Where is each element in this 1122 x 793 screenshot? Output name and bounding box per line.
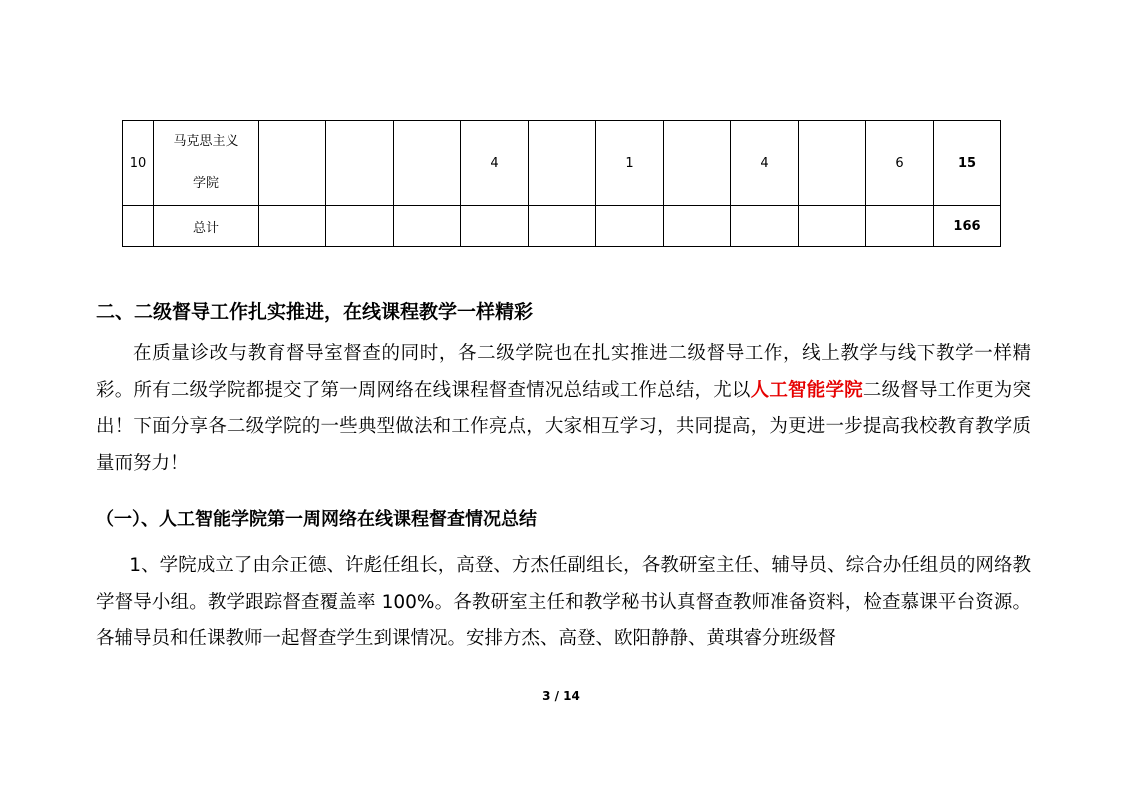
table-cell — [259, 121, 326, 206]
table-cell: 4 — [731, 121, 799, 206]
table-cell — [731, 206, 799, 247]
college-name-line: 马克思主义 — [173, 134, 239, 149]
paragraph-text: 二级督导工作更为突出！下面分享各二级学院的一些典型做法和工作亮点，大家相互学习，共同提高，为更进一步提高我校教育教学质量而努力！ — [96, 379, 1031, 474]
table-cell: 4 — [461, 121, 529, 206]
college-name-cell: 总计 — [154, 206, 259, 247]
row-index-cell — [123, 206, 154, 247]
table-cell — [799, 121, 866, 206]
table-cell — [326, 206, 394, 247]
table-cell — [799, 206, 866, 247]
table-cell — [866, 206, 934, 247]
row-index-cell: 10 — [123, 121, 154, 206]
highlighted-college-name: 人工智能学院 — [750, 379, 863, 401]
page-number: 3 / 14 — [542, 689, 580, 703]
table-cell — [596, 206, 664, 247]
table-cell — [259, 206, 326, 247]
sub-heading: （一）、人工智能学院第一周网络在线课程督查情况总结 — [96, 509, 537, 530]
table-cell — [529, 121, 596, 206]
table-row — [123, 121, 1001, 206]
paragraph-text: 在质量诊改与教育督导室督查的同时，各二级学院也在扎实推进二级督导工作，线上教学与线下教学一样精彩。所有二级学院都提交了第一周网络在线课程督查情况总结或工作总结，尤以 — [96, 343, 1031, 401]
summary-paragraph: 1、学院成立了由佘正德、许彪任组长，高登、方杰任副组长，各教研室主任、辅导员、综合办任组员的网络教学督导小组。教学跟踪督查覆盖率 100%。各教研室主任和教学秘书认真督查教师准备资料，检查慕课平台资源。各辅导员和任课教师一起督查学生到课情况。安排方杰、高登、欧阳静静、黄琪睿分班级督 — [96, 555, 1031, 649]
row-total-cell: 15 — [934, 121, 1001, 206]
table-cell — [664, 206, 731, 247]
table-cell — [664, 121, 731, 206]
section-heading: 二、二级督导工作扎实推进，在线课程教学一样精彩 — [96, 301, 534, 323]
table-cell — [529, 206, 596, 247]
college-name-cell — [154, 121, 259, 206]
statistics-table — [122, 120, 1001, 247]
table-cell — [394, 121, 461, 206]
table-cell — [461, 206, 529, 247]
intro-paragraph — [96, 336, 1031, 482]
table-cell — [326, 121, 394, 206]
college-name-line: 学院 — [192, 176, 219, 191]
table-row-total — [123, 206, 1001, 247]
grand-total-cell: 166 — [934, 206, 1001, 247]
table-cell: 6 — [866, 121, 934, 206]
table-cell: 1 — [596, 121, 664, 206]
table-cell — [394, 206, 461, 247]
